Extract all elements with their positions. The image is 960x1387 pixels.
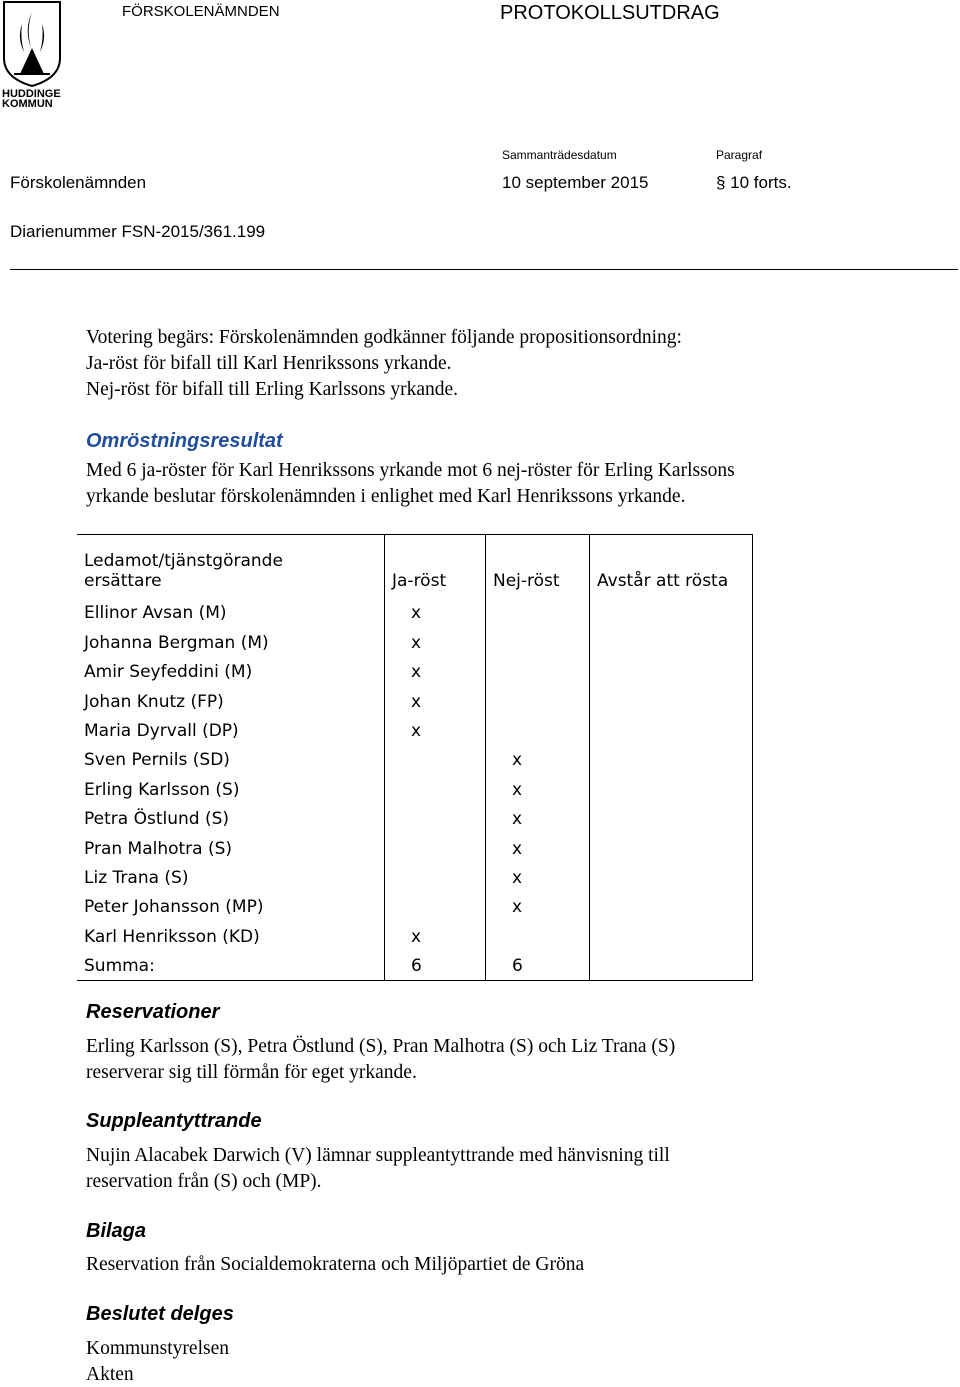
avstar-vote [590, 917, 753, 946]
nej-vote [486, 653, 590, 682]
sum-nej: 6 [486, 947, 590, 981]
header-ja: Ja-röst [385, 535, 486, 595]
reservations-line-2: reserverar sig till förmån för eget yrkande. [86, 1062, 417, 1083]
sum-label: Summa: [77, 947, 385, 981]
nej-vote [486, 917, 590, 946]
sum-ja: 6 [385, 947, 486, 981]
member-name: Ellinor Avsan (M) [84, 603, 227, 624]
header-avstar: Avstår att rösta [590, 535, 753, 595]
vote-table-row [77, 594, 753, 623]
header-divider [10, 269, 958, 270]
voting-line-3: Nej-röst för bifall till Erling Karlssons yrkande. [86, 379, 459, 400]
avstar-vote [590, 741, 753, 770]
huddinge-kommun-logo [0, 0, 66, 108]
vote-table-sum-row [77, 947, 753, 981]
ja-vote: x [385, 712, 486, 741]
vote-table-row [77, 741, 753, 770]
nej-vote: x [486, 800, 590, 829]
nej-vote [486, 594, 590, 623]
nej-vote: x [486, 888, 590, 917]
ja-vote [385, 770, 486, 799]
sum-avstar [590, 947, 753, 981]
meeting-date: 10 september 2015 [502, 173, 649, 192]
vote-table-header [77, 535, 753, 595]
avstar-vote [590, 712, 753, 741]
voting-line-2: Ja-röst för bifall till Karl Henrikssons yrkande. [86, 353, 452, 374]
reservations-line-1: Erling Karlsson (S), Petra Östlund (S), Pran Malhotra (S) och Liz Trana (S) [86, 1036, 676, 1057]
vote-table-row [77, 623, 753, 652]
nej-vote: x [486, 741, 590, 770]
ja-vote: x [385, 623, 486, 652]
header-member-line-1: Ledamot/tjänstgörande [84, 551, 283, 571]
ja-vote [385, 741, 486, 770]
vote-table-row [77, 800, 753, 829]
ja-vote: x [385, 917, 486, 946]
attachment-line-1: Reservation från Socialdemokraterna och Miljöpartiet de Gröna [86, 1254, 585, 1275]
avstar-vote [590, 653, 753, 682]
vote-table-row [77, 917, 753, 946]
member-name: Peter Johansson (MP) [84, 897, 264, 918]
distribution-line-2: Akten [86, 1364, 134, 1385]
member-name: Pran Malhotra (S) [84, 838, 233, 859]
nej-vote: x [486, 770, 590, 799]
vote-table-row [77, 682, 753, 711]
ja-vote: x [385, 682, 486, 711]
org-name: FÖRSKOLENÄMNDEN [122, 3, 280, 20]
member-name: Liz Trana (S) [84, 867, 189, 888]
avstar-vote [590, 594, 753, 623]
nej-vote: x [486, 859, 590, 888]
substitute-line-1: Nujin Alacabek Darwich (V) lämnar suppleantyttrande med hänvisning till [86, 1145, 670, 1166]
vote-table-row [77, 888, 753, 917]
substitute-line-2: reservation från (S) och (MP). [86, 1171, 322, 1192]
vote-table-row [77, 653, 753, 682]
vote-table-row [77, 859, 753, 888]
vote-table-row [77, 712, 753, 741]
result-heading: Omröstningsresultat [86, 430, 283, 452]
header-member [77, 535, 385, 595]
avstar-vote [590, 829, 753, 858]
ja-vote: x [385, 594, 486, 623]
reservations-heading: Reservationer [86, 1001, 220, 1023]
member-name: Petra Östlund (S) [84, 809, 230, 830]
distribution-line-1: Kommunstyrelsen [86, 1338, 229, 1359]
substitute-heading: Suppleantyttrande [86, 1110, 262, 1132]
voting-line-1: Votering begärs: Förskolenämnden godkänner följande propositionsordning: [86, 327, 682, 348]
avstar-vote [590, 859, 753, 888]
distribution-heading: Beslutet delges [86, 1303, 234, 1325]
header-nej: Nej-röst [486, 535, 590, 595]
member-name: Erling Karlsson (S) [84, 779, 240, 800]
vote-table-row [77, 770, 753, 799]
avstar-vote [590, 800, 753, 829]
result-line-1: Med 6 ja-röster för Karl Henrikssons yrkande mot 6 nej-röster för Erling Karlssons [86, 460, 735, 481]
ja-vote [385, 829, 486, 858]
attachment-heading: Bilaga [86, 1220, 147, 1242]
result-line-2: yrkande beslutar förskolenämnden i enlighet med Karl Henrikssons yrkande. [86, 486, 686, 507]
avstar-vote [590, 888, 753, 917]
logo-text-huddinge: HUDDINGE [2, 88, 61, 100]
ja-vote [385, 859, 486, 888]
avstar-vote [590, 682, 753, 711]
nej-vote [486, 623, 590, 652]
vote-table [77, 534, 753, 981]
meeting-date-label: Sammanträdesdatum [502, 148, 617, 162]
paragraph-number: § 10 forts. [716, 173, 792, 192]
paragraph-label: Paragraf [716, 148, 763, 162]
member-name: Sven Pernils (SD) [84, 750, 230, 771]
ja-vote [385, 888, 486, 917]
member-name: Johan Knutz (FP) [84, 691, 224, 712]
nej-vote [486, 682, 590, 711]
committee-name: Förskolenämnden [10, 173, 147, 192]
diarienummer: Diarienummer FSN-2015/361.199 [10, 222, 266, 241]
ja-vote [385, 800, 486, 829]
member-name: Johanna Bergman (M) [84, 632, 269, 653]
member-name: Amir Seyfeddini (M) [84, 662, 253, 683]
vote-table-row [77, 829, 753, 858]
nej-vote [486, 712, 590, 741]
member-name: Maria Dyrvall (DP) [84, 720, 239, 741]
member-name: Karl Henriksson (KD) [84, 926, 260, 947]
ja-vote: x [385, 653, 486, 682]
avstar-vote [590, 623, 753, 652]
nej-vote: x [486, 829, 590, 858]
avstar-vote [590, 770, 753, 799]
header-member-line-2: ersättare [84, 571, 162, 591]
document-type: PROTOKOLLSUTDRAG [500, 2, 720, 24]
logo-text-kommun: KOMMUN [2, 98, 53, 108]
